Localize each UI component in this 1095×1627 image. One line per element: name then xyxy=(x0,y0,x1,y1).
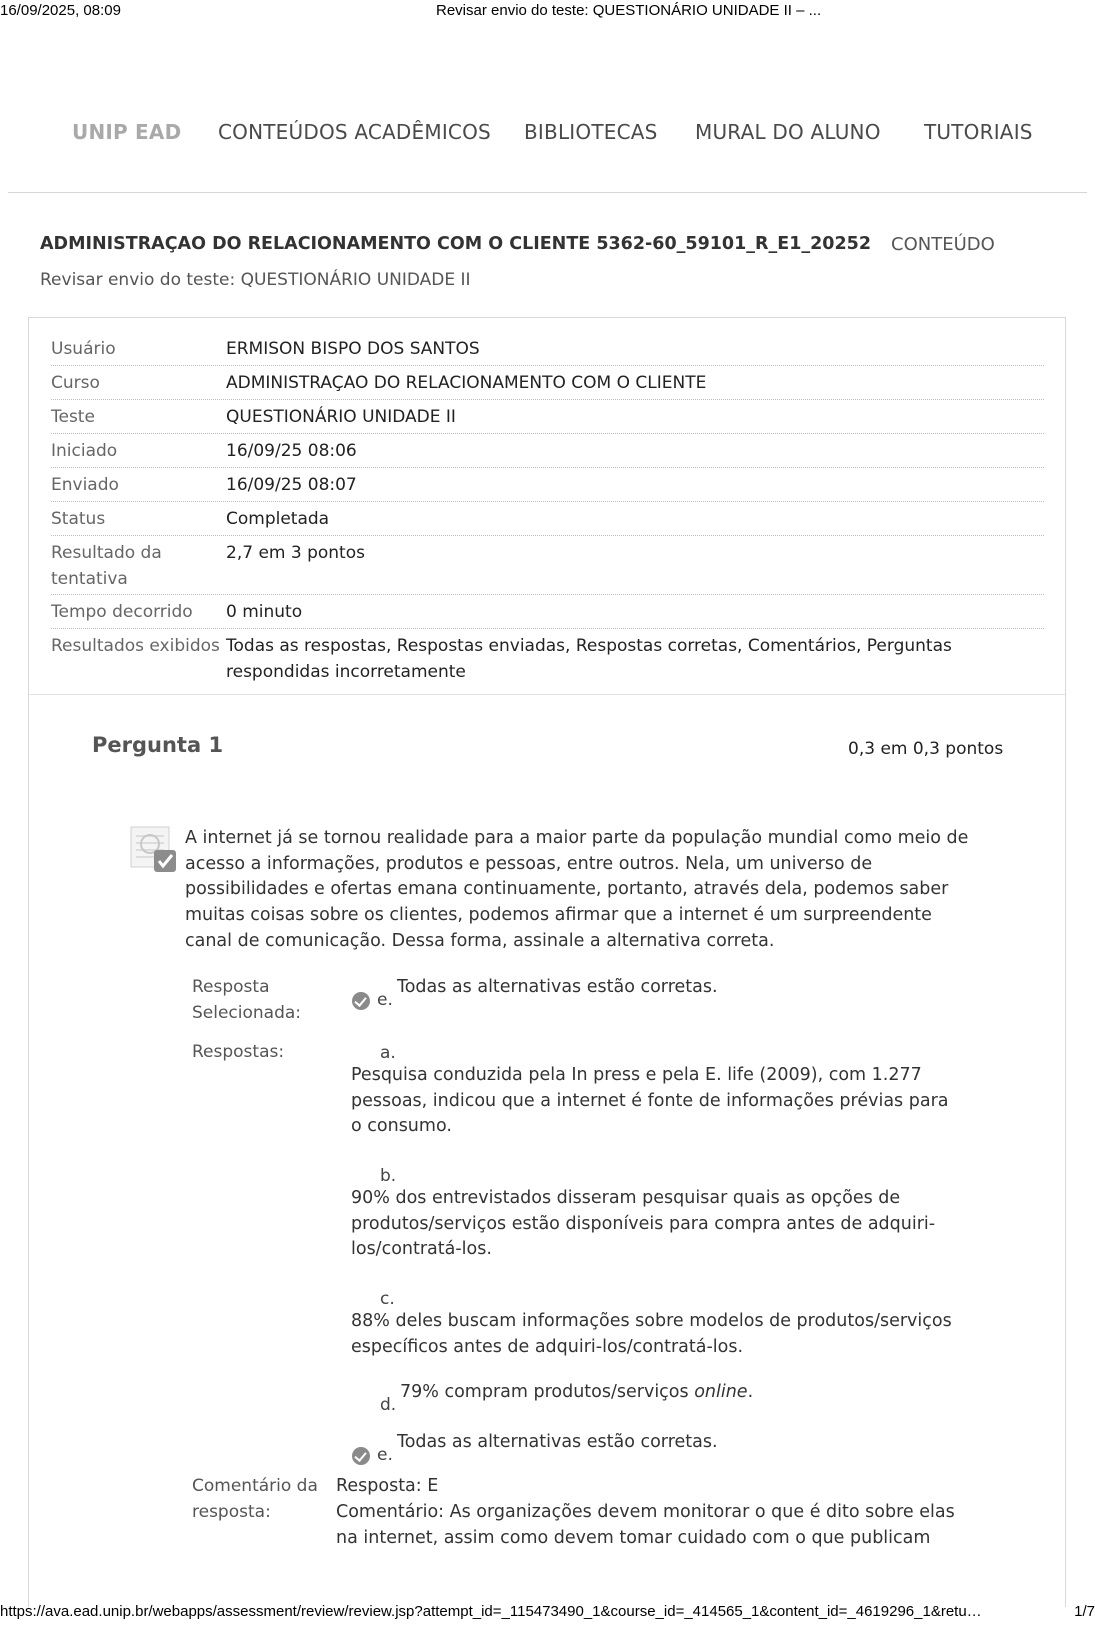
answer-text-d-main: 79% compram produtos/serviços xyxy=(400,1382,695,1402)
info-row-status xyxy=(51,502,1044,536)
info-row-resultado xyxy=(51,536,1044,595)
info-value: ADMINISTRAÇAO DO RELACIONAMENTO COM O CLIENTE xyxy=(226,373,707,393)
attempt-info-table xyxy=(51,332,1044,688)
answer-letter-d: d. xyxy=(380,1395,397,1415)
answer-letter-a: a. xyxy=(380,1043,396,1063)
comment-answer: Resposta: E xyxy=(336,1476,439,1496)
info-label: Status xyxy=(51,509,106,529)
info-label: Enviado xyxy=(51,475,119,495)
content-link[interactable]: CONTEÚDO xyxy=(891,234,995,255)
info-label: Curso xyxy=(51,373,100,393)
info-value: QUESTIONÁRIO UNIDADE II xyxy=(226,407,456,427)
review-panel xyxy=(28,317,1066,1607)
info-label: Resultado da tentativa xyxy=(51,543,162,589)
answer-text-d-emphasis: online xyxy=(694,1382,748,1402)
answer-letter-b: b. xyxy=(380,1166,397,1186)
info-value: Todas as respostas, Respostas enviadas, Respostas corretas, Comentários, Perguntas respondidas incorretamente xyxy=(226,636,952,682)
nav-brand-link[interactable]: UNIP EAD xyxy=(72,120,182,144)
nav-item-bibliotecas[interactable]: BIBLIOTECAS xyxy=(524,120,658,144)
answer-text-c: 88% deles buscam informações sobre modelos de produtos/serviços específicos antes de adquiri-los/contratá-los. xyxy=(351,1311,952,1357)
answers-label: Respostas: xyxy=(192,1042,285,1062)
nav-item-tutoriais[interactable]: TUTORIAIS xyxy=(924,120,1033,144)
page-subtitle: Revisar envio do teste: QUESTIONÁRIO UNIDADE II xyxy=(40,270,471,290)
question-text: A internet já se tornou realidade para a maior parte da população mundial como meio de acesso a informações, produtos e pessoas, entre outros. Nela, um universo de possibilidades e ofertas emana continuamente, portanto, através dela, podemos saber muitas coisas sobre os clientes, podemos afirmar que a internet é um surpreendente canal de comunicação. Dessa forma, assinale a alternativa correta. xyxy=(185,828,969,951)
check-icon xyxy=(352,992,370,1010)
question-points: 0,3 em 0,3 pontos xyxy=(848,739,1004,759)
selected-answer-text: Todas as alternativas estão corretas. xyxy=(397,977,718,997)
panel-divider xyxy=(29,694,1065,695)
selected-answer-letter: e. xyxy=(377,990,393,1010)
answer-text-d-end: . xyxy=(747,1382,754,1402)
nav-item-mural-do-aluno[interactable]: MURAL DO ALUNO xyxy=(695,120,881,144)
nav-divider xyxy=(8,192,1087,193)
print-title: Revisar envio do teste: QUESTIONÁRIO UNIDADE II – ... xyxy=(436,2,822,19)
info-row-tempo xyxy=(51,595,1044,629)
info-row-usuario xyxy=(51,332,1044,366)
info-value: 2,7 em 3 pontos xyxy=(226,543,365,563)
selected-answer-label: Resposta Selecionada: xyxy=(192,977,302,1023)
nav-item-conteudos-academicos[interactable]: CONTEÚDOS ACADÊMICOS xyxy=(218,120,491,144)
print-date: 16/09/2025, 08:09 xyxy=(0,2,121,19)
answer-text-d xyxy=(400,1380,753,1406)
info-row-enviado xyxy=(51,468,1044,502)
info-row-teste xyxy=(51,400,1044,434)
info-row-resultados-exibidos xyxy=(51,629,1044,688)
info-value: Completada xyxy=(226,509,330,529)
answer-text-a: Pesquisa conduzida pela In press e pela E. life (2009), com 1.277 pessoas, indicou que a internet é fonte de informações prévias para o consumo. xyxy=(351,1065,949,1137)
print-page-number: 1/7 xyxy=(1074,1603,1095,1620)
info-value: 0 minuto xyxy=(226,602,303,622)
comment-label: Comentário da resposta: xyxy=(192,1476,318,1522)
info-row-curso xyxy=(51,366,1044,400)
check-icon xyxy=(352,1447,370,1465)
answer-letter-e: e. xyxy=(377,1445,393,1465)
info-label: Iniciado xyxy=(51,441,118,461)
answer-letter-c: c. xyxy=(380,1289,395,1309)
info-value: 16/09/25 08:06 xyxy=(226,441,357,461)
correct-answer-icon xyxy=(130,826,178,874)
info-label: Usuário xyxy=(51,339,116,359)
comment-text: Comentário: As organizações devem monitorar o que é dito sobre elas na internet, assim como devem tomar cuidado com o que publicam xyxy=(336,1502,955,1548)
answer-text-b: 90% dos entrevistados disseram pesquisar quais as opções de produtos/serviços estão disponíveis para compra antes de adquiri-los/contratá-los. xyxy=(351,1188,936,1260)
info-label: Tempo decorrido xyxy=(51,602,193,622)
info-row-iniciado xyxy=(51,434,1044,468)
course-title: ADMINISTRAÇAO DO RELACIONAMENTO COM O CLIENTE 5362-60_59101_R_E1_20252 xyxy=(40,234,872,254)
top-navigation xyxy=(0,112,1095,152)
info-value: 16/09/25 08:07 xyxy=(226,475,357,495)
info-value: ERMISON BISPO DOS SANTOS xyxy=(226,339,480,359)
print-url: https://ava.ead.unip.br/webapps/assessment/review/review.jsp?attempt_id=_115473490_1&course_id=_414565_1&content_id=_4619296_1&retu… xyxy=(0,1603,982,1620)
answer-text-e: Todas as alternativas estão corretas. xyxy=(397,1432,718,1452)
info-label: Teste xyxy=(51,407,95,427)
print-footer xyxy=(0,1597,1095,1625)
info-label: Resultados exibidos xyxy=(51,636,220,656)
print-header xyxy=(0,0,1095,26)
question-title: Pergunta 1 xyxy=(92,733,224,757)
